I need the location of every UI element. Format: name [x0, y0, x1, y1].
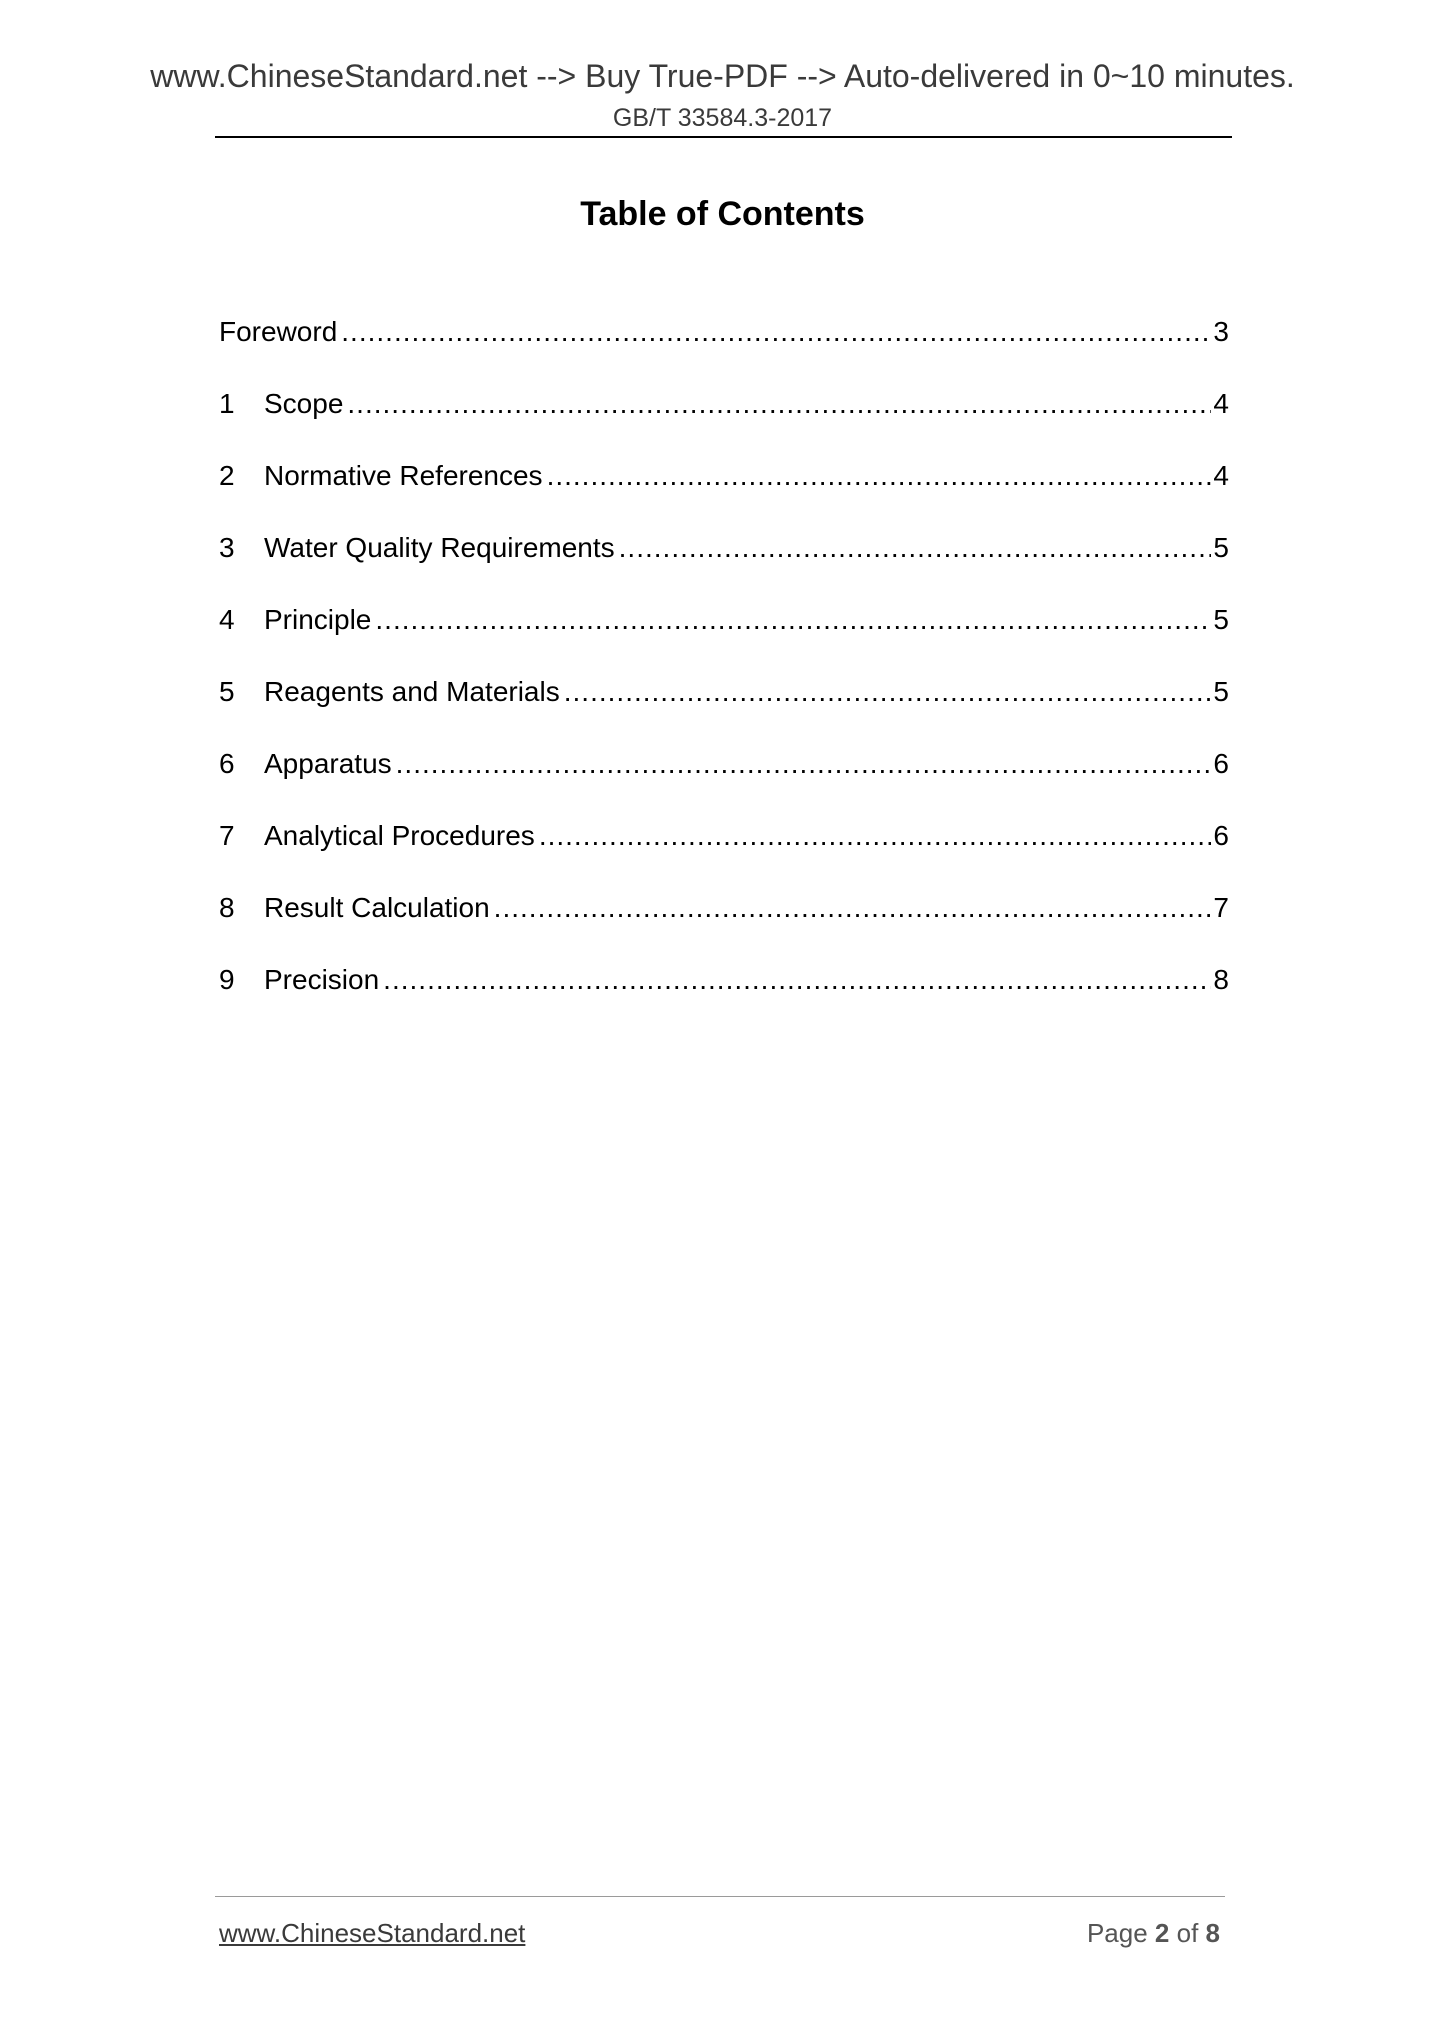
toc-entry-number: 7 — [219, 820, 235, 851]
toc-dot-leader — [564, 672, 1212, 712]
toc-entry-reagents-and-materials[interactable] — [219, 672, 1229, 744]
toc-dot-leader — [539, 816, 1212, 856]
toc-dot-leader — [341, 312, 1211, 352]
toc-entry-number: 3 — [219, 532, 235, 563]
toc-entry-page: 3 — [1213, 316, 1229, 347]
toc-entry-label: Principle — [264, 604, 372, 635]
toc-entry-page: 5 — [1213, 532, 1229, 563]
toc-entry-page: 4 — [1213, 388, 1229, 419]
toc-dot-leader — [547, 456, 1212, 496]
footer-website-link[interactable]: www.ChineseStandard.net — [219, 1918, 526, 1948]
total-page-count: 8 — [1205, 1918, 1220, 1948]
toc-dot-leader — [383, 960, 1211, 1000]
header-divider — [215, 136, 1232, 138]
toc-entry-number: 2 — [219, 460, 235, 491]
toc-list — [219, 312, 1229, 1032]
page-title: Table of Contents — [580, 195, 865, 233]
page-prefix: Page — [1086, 1918, 1148, 1948]
toc-entry-page: 6 — [1213, 820, 1229, 851]
toc-entry-label: Normative References — [264, 460, 543, 491]
toc-entry-apparatus[interactable] — [219, 744, 1229, 816]
toc-entry-label: Result Calculation — [264, 892, 490, 923]
top-banner: www.ChineseStandard.net --> Buy True-PDF --> Auto-delivered in 0~10 minutes. — [150, 58, 1295, 94]
toc-dot-leader — [494, 888, 1212, 928]
toc-entry-scope[interactable] — [219, 384, 1229, 456]
toc-entry-number: 9 — [219, 964, 235, 995]
toc-entry-precision[interactable] — [219, 960, 1229, 1032]
toc-entry-page: 6 — [1213, 748, 1229, 779]
toc-dot-leader — [375, 600, 1211, 640]
toc-entry-page: 5 — [1213, 676, 1229, 707]
toc-entry-page: 8 — [1213, 964, 1229, 995]
toc-entry-result-calculation[interactable] — [219, 888, 1229, 960]
toc-dot-leader — [619, 528, 1212, 568]
toc-entry-water-quality-requirements[interactable] — [219, 528, 1229, 600]
toc-entry-label: Scope — [264, 388, 344, 419]
toc-entry-number: 6 — [219, 748, 235, 779]
toc-dot-leader — [347, 384, 1211, 424]
toc-entry-number: 8 — [219, 892, 235, 923]
toc-entry-label: Apparatus — [264, 748, 392, 779]
toc-entry-label: Analytical Procedures — [264, 820, 535, 851]
toc-entry-principle[interactable] — [219, 600, 1229, 672]
toc-entry-label: Precision — [264, 964, 380, 995]
page-of-label: of — [1176, 1918, 1199, 1948]
toc-entry-label: Foreword — [219, 316, 338, 347]
toc-entry-analytical-procedures[interactable] — [219, 816, 1229, 888]
toc-entry-foreword[interactable] — [219, 312, 1229, 384]
toc-entry-number: 4 — [219, 604, 235, 635]
current-page-number: 2 — [1154, 1918, 1170, 1948]
toc-entry-normative-references[interactable] — [219, 456, 1229, 528]
toc-entry-number: 1 — [219, 388, 235, 419]
toc-entry-page: 5 — [1213, 604, 1229, 635]
toc-entry-page: 7 — [1213, 892, 1229, 923]
toc-entry-page: 4 — [1213, 460, 1229, 491]
standard-code: GB/T 33584.3-2017 — [612, 104, 833, 132]
footer-divider — [215, 1896, 1225, 1897]
toc-dot-leader — [396, 744, 1212, 784]
page-indicator — [1087, 1916, 1220, 1950]
toc-entry-number: 5 — [219, 676, 235, 707]
toc-entry-label: Reagents and Materials — [264, 676, 560, 707]
toc-entry-label: Water Quality Requirements — [264, 532, 615, 563]
